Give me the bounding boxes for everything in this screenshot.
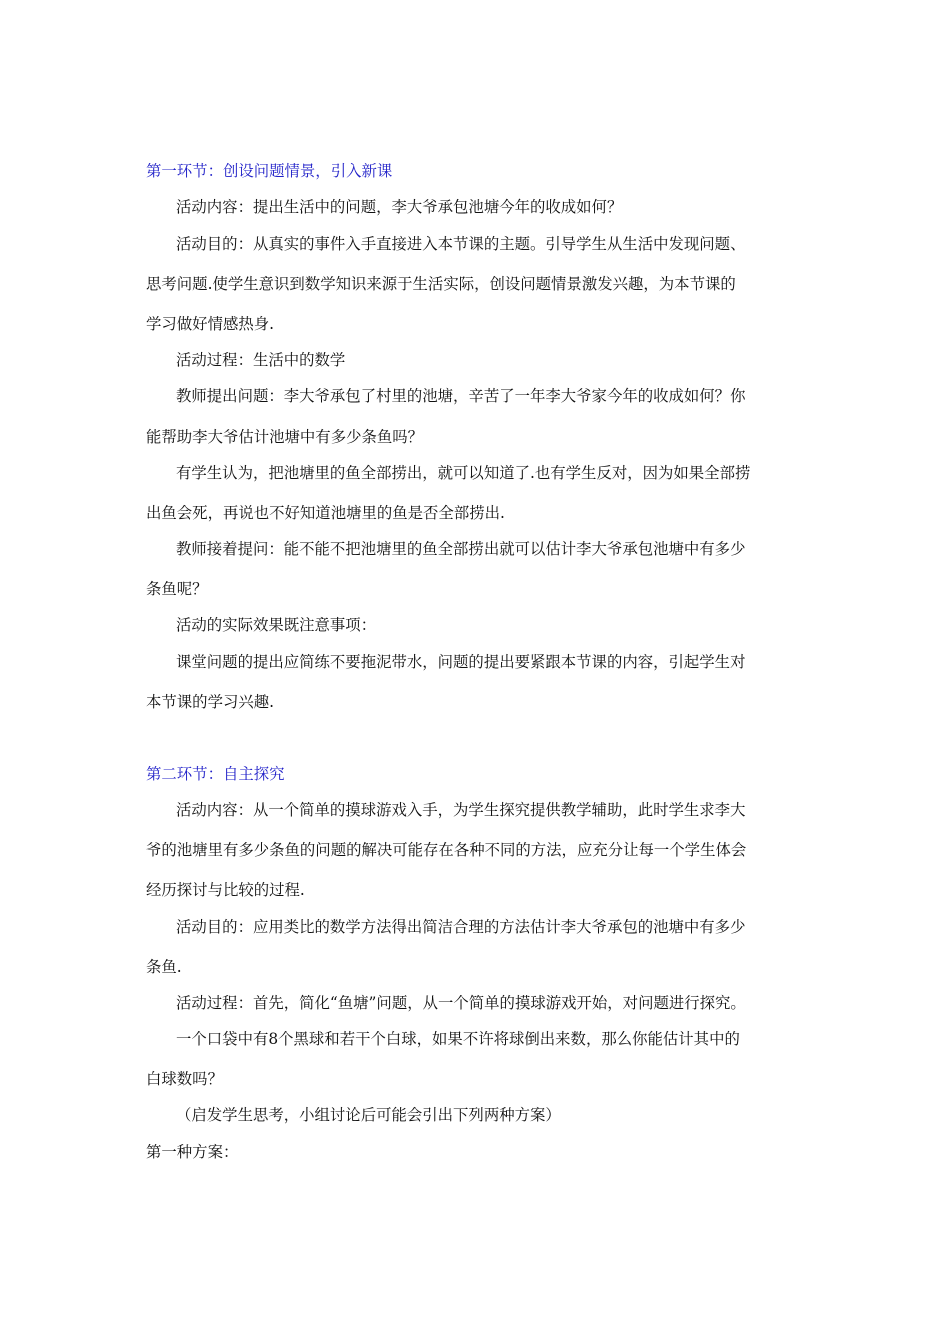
paragraph-line: 活动目的：从真实的事件入手直接进入本节课的主题。引导学生从生活中发现问题、 [176, 235, 746, 253]
paragraph-line: 本节课的学习兴趣. [146, 693, 275, 711]
section2-heading: 第二环节：自主探究 [146, 765, 285, 783]
paragraph-line: 活动目的：应用类比的数学方法得出简洁合理的方法估计李大爷承包的池塘中有多少 [176, 918, 746, 936]
paragraph-line: 活动过程：生活中的数学 [176, 351, 346, 369]
paragraph-line: 白球数吗？ [146, 1070, 223, 1088]
paragraph-line: 能帮助李大爷估计池塘中有多少条鱼吗？ [146, 428, 424, 446]
paragraph-line: 第一种方案： [146, 1143, 239, 1161]
paragraph-line: 活动内容：从一个简单的摸球游戏入手，为学生探究提供教学辅助，此时学生求李大 [176, 801, 746, 819]
paragraph-line: 思考问题.使学生意识到数学知识来源于生活实际，创设问题情景激发兴趣，为本节课的 [146, 275, 736, 293]
paragraph-line: 活动内容：提出生活中的问题，李大爷承包池塘今年的收成如何？ [176, 198, 623, 216]
paragraph-line: 教师提出问题：李大爷承包了村里的池塘，辛苦了一年李大爷家今年的收成如何？你 [176, 387, 746, 405]
paragraph-line: 课堂问题的提出应简练不要拖泥带水，问题的提出要紧跟本节课的内容，引起学生对 [176, 653, 746, 671]
paragraph-line: 条鱼. [146, 958, 182, 976]
paragraph-line: （启发学生思考，小组讨论后可能会引出下列两种方案） [176, 1106, 561, 1124]
section1-heading: 第一环节：创设问题情景，引入新课 [146, 162, 393, 180]
paragraph-line: 学习做好情感热身. [146, 315, 275, 333]
paragraph-line: 教师接着提问：能不能不把池塘里的鱼全部捞出就可以估计李大爷承包池塘中有多少 [176, 540, 746, 558]
paragraph-line: 一个口袋中有8个黑球和若干个白球，如果不许将球倒出来数，那么你能估计其中的 [176, 1030, 740, 1048]
paragraph-line: 出鱼会死，再说也不好知道池塘里的鱼是否全部捞出. [146, 504, 505, 522]
paragraph-line: 爷的池塘里有多少条鱼的问题的解决可能存在各种不同的方法，应充分让每一个学生体会 [146, 841, 747, 859]
paragraph-line: 活动的实际效果既注意事项： [176, 616, 377, 634]
paragraph-line: 经历探讨与比较的过程. [146, 881, 305, 899]
paragraph-line: 条鱼呢？ [146, 580, 208, 598]
paragraph-line: 有学生认为，把池塘里的鱼全部捞出，就可以知道了.也有学生反对，因为如果全部捞 [176, 464, 751, 482]
paragraph-line: 活动过程：首先，简化“鱼塘”问题，从一个简单的摸球游戏开始，对问题进行探究。 [176, 994, 746, 1012]
